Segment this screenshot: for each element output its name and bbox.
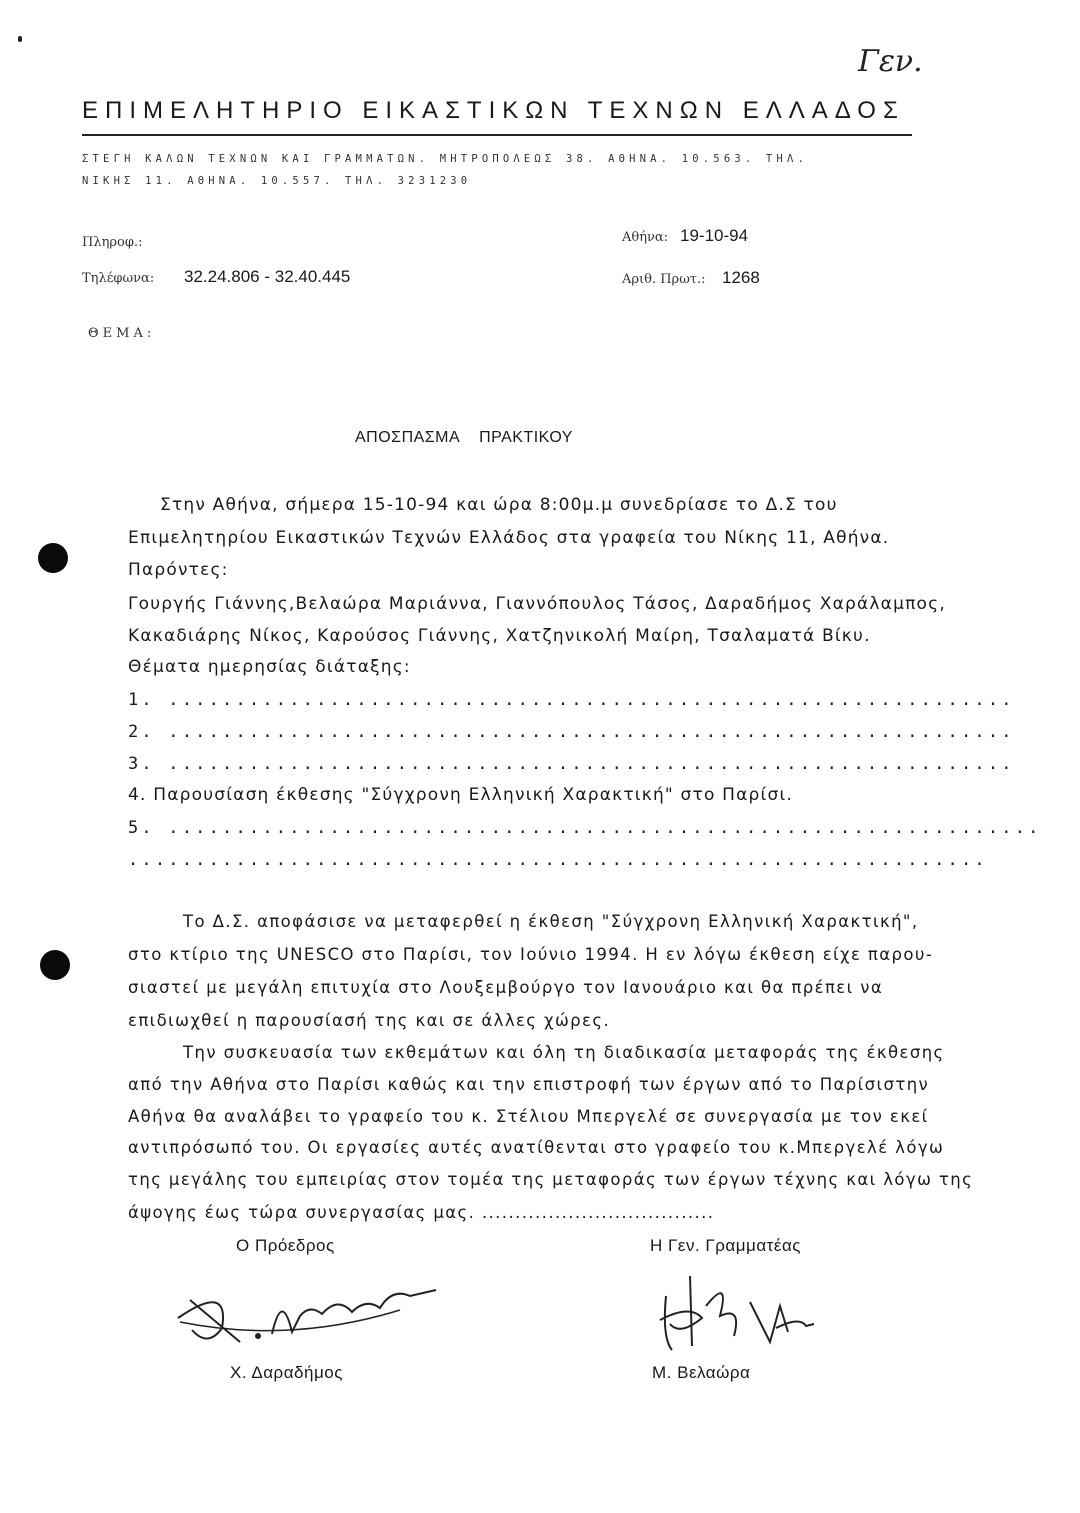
decision-line-6: από την Αθήνα στο Παρίσι καθώς και την επιστροφή των έργων από το Παρίσιστην xyxy=(128,1075,930,1094)
agenda-item-3: 3. ............................................................... xyxy=(128,754,1015,774)
decision-line-1: Το Δ.Σ. αποφάσισε να μεταφερθεί η έκθεση "Σύγχρονη Ελληνική Χαρακτική", xyxy=(183,912,919,931)
document-heading: ΑΠΟΣΠΑΣΜΑ ΠΡΑΚΤΙΚΟΥ xyxy=(355,429,573,446)
present-line-1: Γουργής Γιάννης,Βελαώρα Μαριάννα, Γιαννόπουλος Τάσος, Δαραδήμος Χαράλαμπος, xyxy=(128,594,946,614)
present-label: Παρόντες: xyxy=(128,560,229,580)
decision-line-7: Αθήνα θα αναλάβει το γραφείο του κ. Στέλιου Μπεργελέ σε συνεργασία με τον εκεί xyxy=(128,1107,929,1126)
info-label: Πληροφ.: xyxy=(82,235,143,250)
agenda-item-2: 2. ............................................................... xyxy=(128,722,1015,742)
organization-title: ΕΠΙΜΕΛΗΤΗΡΙΟ ΕΙΚΑΣΤΙΚΩΝ ΤΕΧΝΩΝ ΕΛΛΑΔΟΣ xyxy=(82,97,905,124)
decision-line-3: σιαστεί με μεγάλη επιτυχία στο Λουξεμβούργο τον Ιανουάριο και θα πρέπει να xyxy=(128,978,884,997)
president-name: Χ. Δαραδήμος xyxy=(230,1363,343,1382)
phones-label: Τηλέφωνα: xyxy=(82,271,155,286)
secretary-title: Η Γεν. Γραμματέας xyxy=(650,1236,801,1255)
intro-line-2: Επιμελητηρίου Εικαστικών Τεχνών Ελλάδος στα γραφεία του Νίκης 11, Αθήνα. xyxy=(128,528,890,548)
agenda-item-4: 4. Παρουσίαση έκθεσης "Σύγχρονη Ελληνική Χαρακτική" στο Παρίσι. xyxy=(128,785,794,805)
protocol-label: Αριθ. Πρωτ.: xyxy=(622,272,706,287)
agenda-item-5-continuation: ................................................................ xyxy=(128,850,988,870)
secretary-name: Μ. Βελαώρα xyxy=(652,1363,751,1382)
agenda-item-5: 5. ................................................................. xyxy=(128,818,1042,838)
secretary-signature xyxy=(650,1266,830,1356)
phones-value: 32.24.806 - 32.40.445 xyxy=(184,267,351,286)
protocol-value: 1268 xyxy=(722,268,760,287)
subject-label: ΘΕΜΑ: xyxy=(88,326,156,341)
agenda-item-1: 1. ............................................................... xyxy=(128,690,1015,710)
scan-speck xyxy=(18,36,22,42)
intro-line-1: Στην Αθήνα, σήμερα 15-10-94 και ώρα 8:00μ.μ συνεδρίασε το Δ.Σ του xyxy=(160,495,838,515)
president-title: Ο Πρόεδρος xyxy=(236,1236,335,1255)
address-line-2: ΝΙΚΗΣ 11. ΑΘΗΝΑ. 10.557. ΤΗΛ. 3231230 xyxy=(82,175,472,187)
president-signature xyxy=(160,1270,460,1360)
date-value: 19-10-94 xyxy=(680,226,749,245)
date-label: Αθήνα: xyxy=(622,230,669,245)
decision-line-8: αντιπρόσωπό του. Οι εργασίες αυτές ανατίθενται στο γραφείο του κ.Μπεργελέ λόγω xyxy=(128,1138,945,1157)
agenda-label: Θέματα ημερησίας διάταξης: xyxy=(128,657,411,677)
present-line-2: Κακαδιάρης Νίκος, Καρούσος Γιάννης, Χατζηνικολή Μαίρη, Τσαλαματά Βίκυ. xyxy=(128,626,871,646)
letterhead-rule xyxy=(82,134,912,136)
handwritten-note: Γεν. xyxy=(858,44,923,79)
decision-line-9: της μεγάλης του εμπειρίας στον τομέα της μεταφοράς των έργων τέχνης και λόγω της xyxy=(128,1170,974,1189)
decision-line-4: επιδιωχθεί η παρουσίασή της και σε άλλες χώρες. xyxy=(128,1011,611,1030)
decision-line-10: άψογης έως τώρα συνεργασίας μας. ................................... xyxy=(128,1203,715,1222)
address-line-1: ΣΤΕΓΗ ΚΑΛΩΝ ΤΕΧΝΩΝ ΚΑΙ ΓΡΑΜΜΑΤΩΝ. ΜΗΤΡΟΠΟΛΕΩΣ 38. ΑΘΗΝΑ. 10.563. ΤΗΛ. xyxy=(82,153,808,165)
decision-line-5: Την συσκευασία των εκθεμάτων και όλη τη διαδικασία μεταφοράς της έκθεσης xyxy=(183,1043,945,1062)
punch-hole-bottom xyxy=(40,950,70,980)
decision-line-2: στο κτίριο της UNESCO στο Παρίσι, τον Ιούνιο 1994. Η εν λόγω έκθεση είχε παρου- xyxy=(128,945,934,964)
punch-hole-top xyxy=(38,543,68,573)
